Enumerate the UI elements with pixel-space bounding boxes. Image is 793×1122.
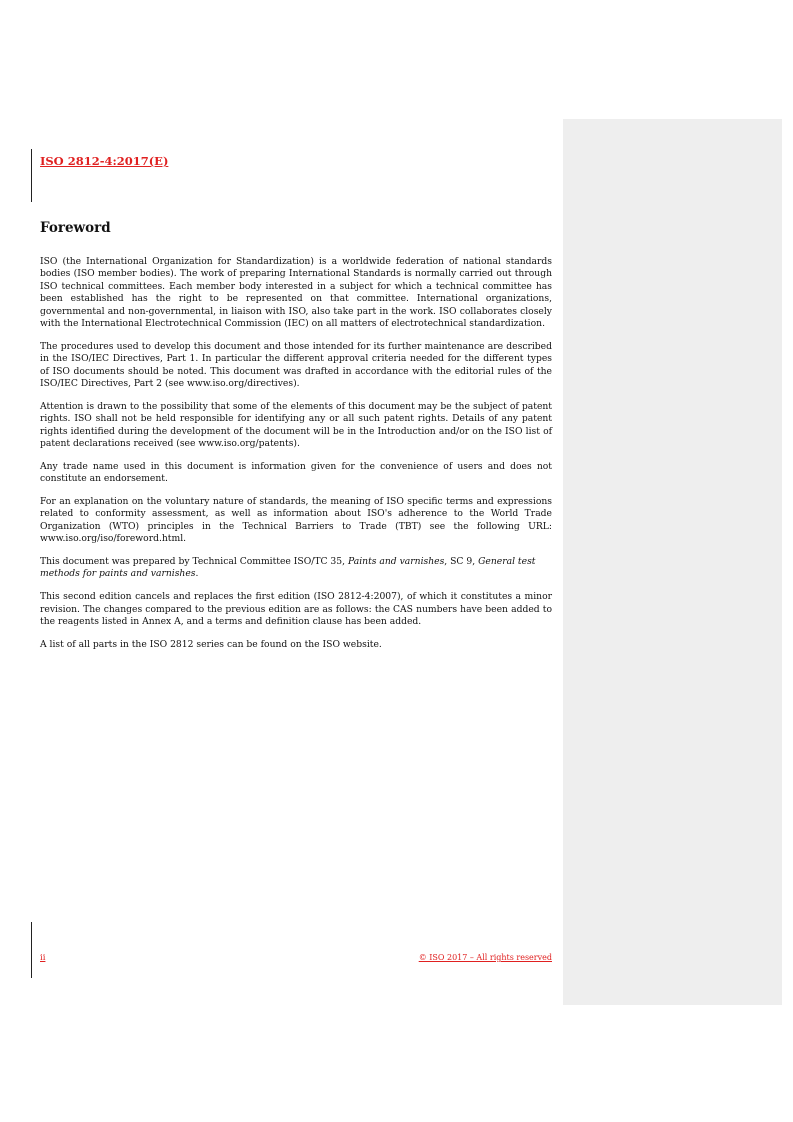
change-bar-header — [31, 149, 32, 202]
paragraph-committee — [40, 556, 552, 581]
subcommittee-title: General test methods for paints and varnishes — [40, 556, 536, 580]
footer-copyright[interactable]: © ISO 2017 – All rights reserved — [418, 953, 552, 962]
section-title: Foreword — [40, 220, 111, 236]
footer-page-number[interactable]: ii — [40, 953, 46, 963]
comment-pane — [563, 119, 782, 1005]
paragraph-patent-rights: Attention is drawn to the possibility that some of the elements of this document may be the subject of patent rights. ISO shall not be held responsible for identifying any or all such patent rights. Details of any patent rights identified during the development of the document will be in the Introduction and/or on the ISO list of patent declarations received (see www.iso.org/patents). — [40, 400, 552, 450]
committee-end: . — [195, 568, 199, 580]
paragraph-series: A list of all parts in the ISO 2812 series can be found on the ISO website. — [40, 638, 382, 650]
document-reference[interactable]: ISO 2812-4:2017(E) — [40, 154, 169, 168]
paragraph-procedures: The procedures used to develop this document and those intended for its further maintenance are described in the ISO/IEC Directives, Part 1. In particular the different approval criteria needed for the different types of ISO documents should be noted. This document was drafted in accordance with the editorial rules of the ISO/IEC Directives, Part 2 (see www.iso.org/directives). — [40, 340, 552, 390]
foreword-body — [40, 256, 552, 662]
committee-lead: This document was prepared by Technical Committee ISO/TC 35, — [40, 556, 348, 568]
change-bar-footer — [31, 922, 32, 978]
paragraph-edition: This second edition cancels and replaces the first edition (ISO 2812-4:2007), of which it constitutes a minor revision. The changes compared to the previous edition are as follows: the CAS numbers have been added to the reagents listed in Annex A, and a terms and definition clause has been added. — [40, 591, 552, 628]
committee-mid: , SC 9, — [444, 556, 479, 568]
paragraph-trade-name: Any trade name used in this document is information given for the convenience of users and does not constitute an endorsement. — [40, 460, 552, 485]
committee-title: Paints and varnishes — [347, 556, 445, 568]
paragraph-iso-description: ISO (the International Organization for Standardization) is a worldwide federation of national standards bodies (ISO member bodies). The work of preparing International Standards is normally carried out through ISO technical committees. Each member body interested in a subject for which a technical committee has been established has the right to be represented on that committee. International organizations, governmental and non-governmental, in liaison with ISO, also take part in the work. ISO collaborates closely with the International Electrotechnical Commission (IEC) on all matters of electrotechnical standardization. — [40, 256, 552, 330]
paragraph-voluntary-nature: For an explanation on the voluntary nature of standards, the meaning of ISO specific terms and expressions related to conformity assessment, as well as information about ISO's adherence to the World Trade Organization (WTO) principles in the Technical Barriers to Trade (TBT) see the following URL: www.iso.org/iso/foreword.html. — [40, 496, 552, 545]
